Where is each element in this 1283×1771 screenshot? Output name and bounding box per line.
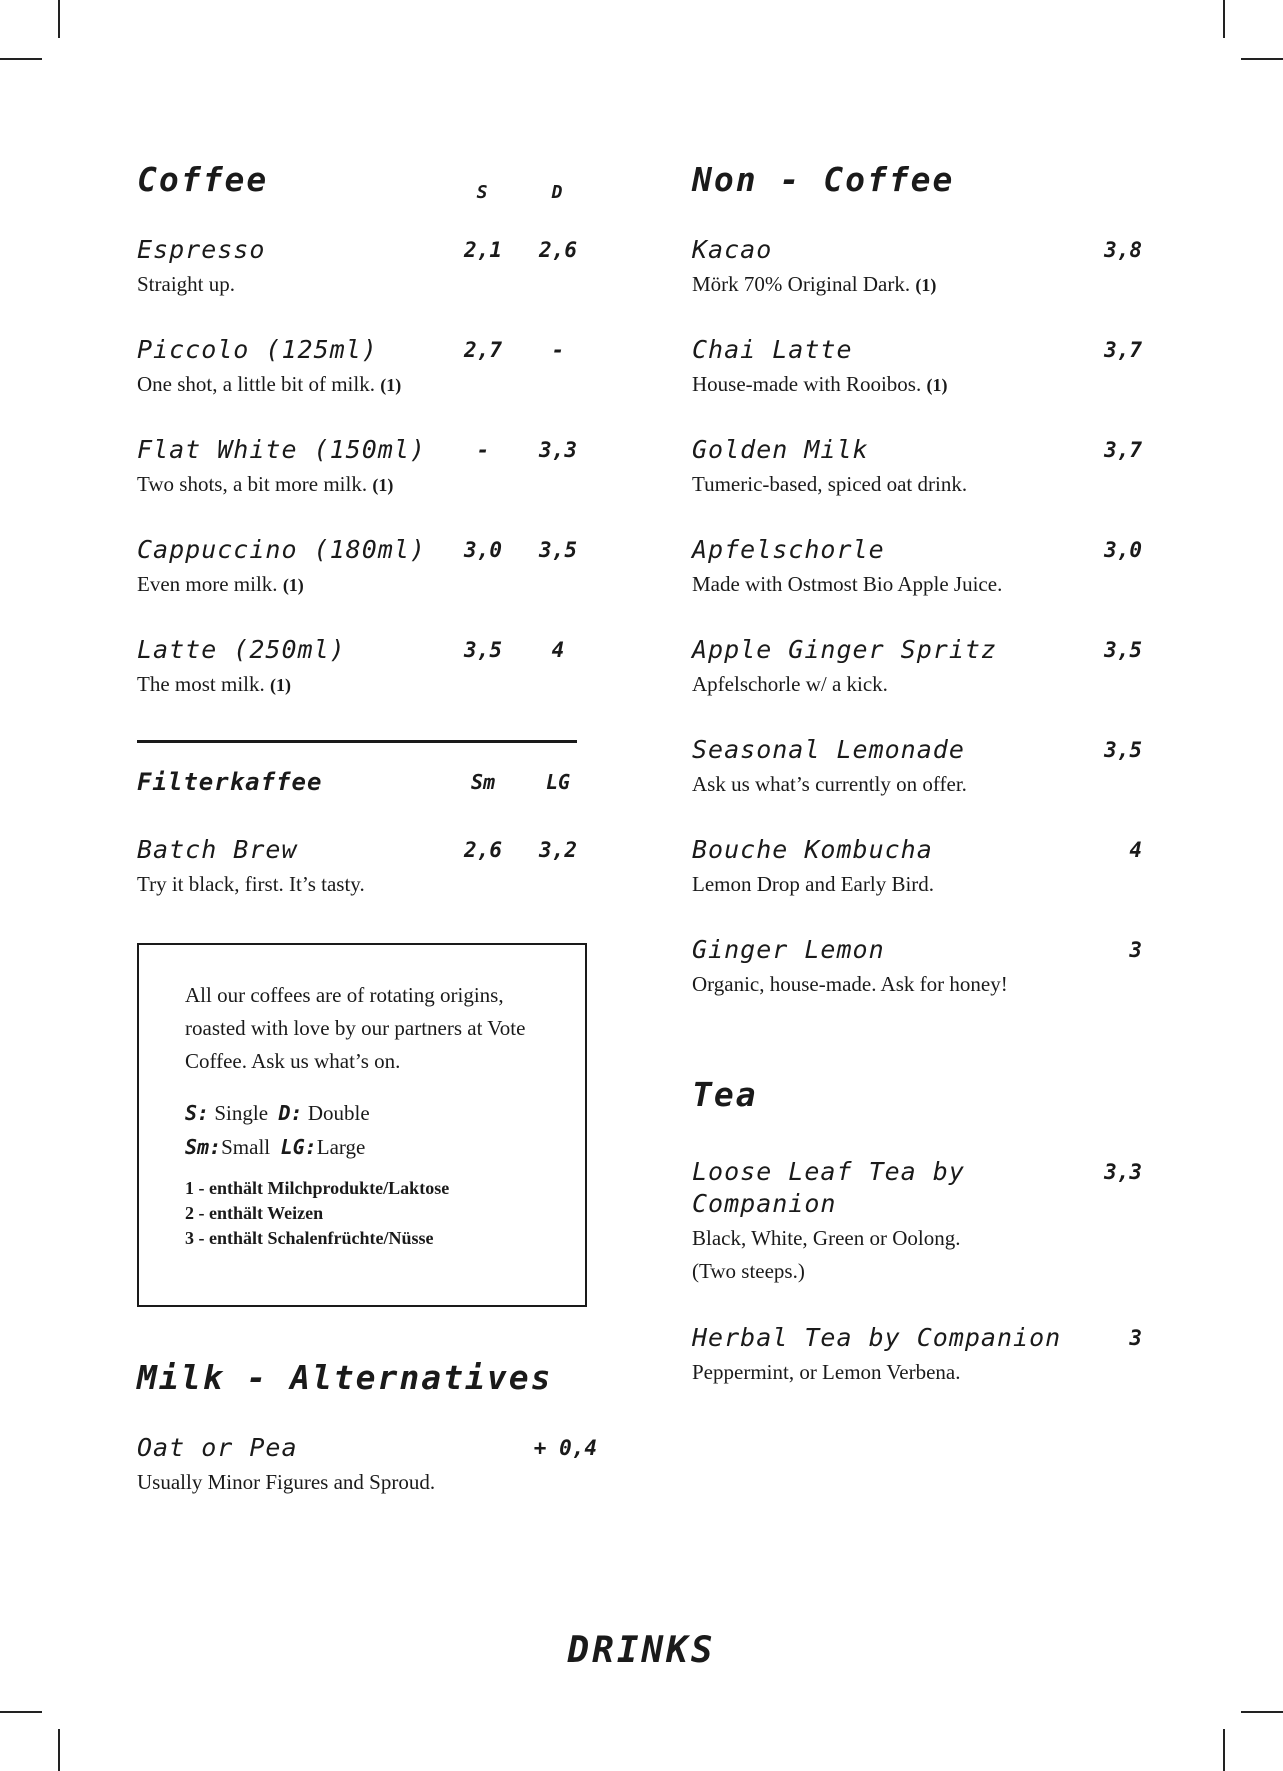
coffee-item [137,234,592,301]
item-name: Espresso [137,235,266,264]
price: 3,5 [1104,738,1142,762]
non-coffee-item [692,334,1147,402]
price: 3,5 [1104,638,1142,662]
item-name: Flat White (150ml) [137,435,426,464]
item-name: Batch Brew [137,835,298,864]
item-name: Apfelschorle [692,535,885,564]
crop-mark [1223,1729,1225,1771]
milk-item [137,1432,597,1499]
tea-item [692,1156,1147,1288]
price-addon: + 0,4 [533,1436,597,1460]
price-small: 2,6 [464,838,502,862]
allergen-item: 3 - enthält Schalenfrüchte/Nüsse [185,1228,434,1248]
price-single: - [476,438,490,462]
allergen-list [185,1176,545,1251]
non-coffee-item [692,634,1147,701]
price-single: 3,5 [464,638,502,662]
item-name: Oat or Pea [137,1433,298,1462]
price: 3,0 [1104,538,1142,562]
coffee-title: Coffee [137,160,269,199]
allergen-item: 1 - enthält Milchprodukte/Laktose [185,1178,450,1198]
info-text: All our coffees are of rotating origins, roasted with love by our partners at Vote Coffee. Ask us what’s on. [185,983,526,1073]
tea-title: Tea [692,1075,758,1114]
crop-mark [1241,58,1283,60]
coffee-col-single: S [476,182,488,203]
item-desc: Straight up. [137,272,235,296]
divider [137,740,577,743]
item-desc-line: (Two steeps.) [692,1259,805,1283]
item-name: Golden Milk [692,435,869,464]
item-name-line: Loose Leaf Tea by [692,1157,965,1186]
item-desc: Try it black, first. It’s tasty. [137,872,365,896]
item-name: Seasonal Lemonade [692,735,965,764]
non-coffee-item [692,234,1147,302]
price-double: 3,5 [539,538,577,562]
price: 3,8 [1104,238,1142,262]
item-desc: Made with Ostmost Bio Apple Juice. [692,572,1003,596]
filter-col-small: Sm [470,770,496,794]
item-desc: House-made with Rooibos. (1) [692,372,948,396]
item-desc: Usually Minor Figures and Sproud. [137,1470,436,1494]
item-desc: Peppermint, or Lemon Verbena. [692,1360,961,1384]
non-coffee-item [692,534,1147,601]
item-desc: One shot, a little bit of milk. (1) [137,372,402,396]
non-coffee-item [692,934,1147,1001]
filter-col-large: LG [545,770,571,794]
crop-mark [0,58,42,60]
price: 3 [1129,938,1142,962]
crop-mark [58,1729,60,1771]
item-desc: Organic, house-made. Ask for honey! [692,972,1008,996]
non-coffee-item [692,434,1147,501]
price-double: 3,3 [539,438,577,462]
item-desc: Even more milk. (1) [137,572,304,596]
filter-item [137,834,592,901]
item-name: Herbal Tea by Companion [692,1323,1062,1352]
item-name-line: Companion [692,1189,837,1218]
item-name: Apple Ginger Spritz [692,635,997,664]
price-single: 2,1 [464,238,502,262]
item-desc: Apfelschorle w/ a kick. [692,672,888,696]
non-coffee-item [692,734,1147,801]
item-name: Chai Latte [692,335,853,364]
page-footer-title: DRINKS [567,1630,716,1671]
price: 3 [1129,1326,1142,1350]
price: 3,7 [1104,338,1142,362]
price: 4 [1129,838,1142,862]
right-column [692,160,1147,1384]
legend-single-double: S: Single D: Double [185,1101,370,1125]
item-desc-line: Black, White, Green or Oolong. [692,1226,961,1250]
price-single: 3,0 [464,538,502,562]
allergen-item: 2 - enthält Weizen [185,1203,324,1223]
non-coffee-title: Non - Coffee [692,160,955,199]
item-name: Piccolo (125ml) [137,335,378,364]
coffee-item [137,434,592,502]
filter-title: Filterkaffee [137,768,323,796]
item-name: Latte (250ml) [137,635,346,664]
left-column [137,160,597,1494]
legend-small-large: Sm:Small LG:Large [185,1135,366,1159]
crop-mark [0,1711,42,1713]
item-name: Ginger Lemon [692,935,885,964]
price-double: 4 [551,638,565,662]
milk-title: Milk - Alternatives [137,1358,553,1397]
item-desc: The most milk. (1) [137,672,291,696]
info-box [137,943,587,1307]
crop-mark [1241,1711,1283,1713]
price-double: - [551,338,565,362]
price-single: 2,7 [464,338,502,362]
crop-mark [1223,0,1225,38]
item-desc: Ask us what’s currently on offer. [692,772,967,796]
price: 3,3 [1104,1160,1142,1184]
item-desc: Tumeric-based, spiced oat drink. [692,472,968,496]
item-desc: Lemon Drop and Early Bird. [692,872,935,896]
price-large: 3,2 [539,838,577,862]
non-coffee-item [692,834,1147,901]
coffee-item [137,634,592,702]
coffee-item [137,534,592,602]
item-name: Cappuccino (180ml) [137,535,426,564]
item-name: Kacao [692,235,773,264]
filter-header [137,766,592,798]
price: 3,7 [1104,438,1142,462]
item-name: Bouche Kombucha [692,835,933,864]
item-desc: Mörk 70% Original Dark. (1) [692,272,937,296]
tea-item [692,1322,1147,1389]
coffee-item [137,334,592,402]
coffee-col-double: D [551,182,563,203]
crop-mark [58,0,60,38]
item-desc: Two shots, a bit more milk. (1) [137,472,394,496]
price-double: 2,6 [539,238,577,262]
